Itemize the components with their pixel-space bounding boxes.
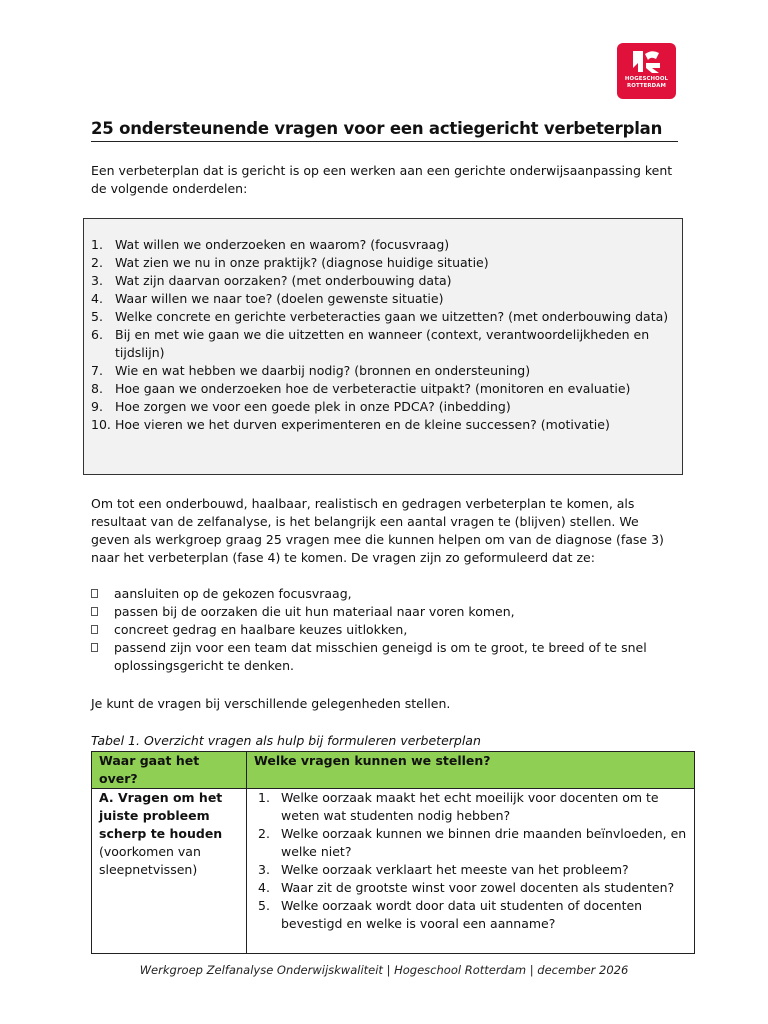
- question-item: [247, 897, 687, 933]
- list-number: 6.: [91, 327, 103, 342]
- list-text: passen bij de oorzaken die uit hun materiaal naar voren komen,: [114, 604, 515, 619]
- table-row: [92, 789, 695, 954]
- bullet-box-icon: [91, 607, 98, 616]
- logo-text-line1: HOGESCHOOL: [624, 76, 669, 82]
- list-text: passend zijn voor een team dat misschien geneigd is om te groot, te breed of te snel oplossingsgericht te denken.: [114, 640, 647, 673]
- category-cell: [92, 789, 247, 954]
- hr-emblem-icon: [630, 48, 663, 75]
- list-item: [91, 585, 681, 603]
- list-item: [84, 362, 682, 380]
- question-text: Waar zit de grootste winst voor zowel docenten als studenten?: [281, 880, 675, 895]
- questions-cell: [247, 789, 695, 954]
- list-item: [84, 380, 682, 398]
- list-text: Wat zijn daarvan oorzaken? (met onderbouwing data): [115, 273, 452, 288]
- list-number: 1.: [91, 237, 103, 252]
- document-title: 25 ondersteunende vragen voor een actiegericht verbeterplan: [91, 119, 678, 142]
- questions-table: [91, 751, 695, 954]
- list-text: Welke concrete en gerichte verbeteracties gaan we uitzetten? (met onderbouwing data): [115, 309, 669, 324]
- bullet-box-icon: [91, 625, 98, 634]
- criteria-list: [91, 585, 681, 675]
- category-subtitle: (voorkomen van sleepnetvissen): [99, 844, 201, 877]
- list-item: [91, 603, 681, 621]
- list-number: 4.: [91, 291, 103, 306]
- list-text: Bij en met wie gaan we die uitzetten en wanneer (context, verantwoordelijkheden en tijdslijn): [115, 327, 650, 360]
- list-item: [91, 639, 681, 675]
- occasions-note: Je kunt de vragen bij verschillende gelegenheden stellen.: [91, 696, 451, 711]
- table-header-row: [92, 752, 695, 789]
- questions-list: [247, 789, 687, 933]
- bullet-box-icon: [91, 589, 98, 598]
- list-text: Wat willen we onderzoeken en waarom? (focusvraag): [115, 237, 450, 252]
- list-text: Waar willen we naar toe? (doelen gewenste situatie): [115, 291, 444, 306]
- list-text: Hoe gaan we onderzoeken hoe de verbeteractie uitpakt? (monitoren en evaluatie): [115, 381, 631, 396]
- question-item: [247, 825, 687, 861]
- question-number: 2.: [258, 826, 270, 841]
- list-text: Hoe zorgen we voor een goede plek in onze PDCA? (inbedding): [115, 399, 511, 414]
- page-footer: Werkgroep Zelfanalyse Onderwijskwaliteit | Hogeschool Rotterdam | december 2026: [139, 963, 629, 977]
- header-topic: Waar gaat het over?: [92, 752, 247, 789]
- list-item: [91, 621, 681, 639]
- list-text: Hoe vieren we het durven experimenteren en de kleine successen? (motivatie): [115, 417, 610, 432]
- question-item: [247, 789, 687, 825]
- question-text: Welke oorzaak verklaart het meeste van het probleem?: [281, 862, 629, 877]
- list-item: [84, 326, 682, 362]
- list-text: Wat zien we nu in onze praktijk? (diagnose huidige situatie): [115, 255, 489, 270]
- logo-text-line2: ROTTERDAM: [627, 83, 666, 89]
- explanation-paragraph: Om tot een onderbouwd, haalbaar, realistisch en gedragen verbeterplan te komen, als resultaat van de zelfanalyse, is het belangrijk een aantal vragen te (blijven) stellen. We geven als werkgroep graag 25 vragen mee die kunnen helpen om van de diagnose (fase 3) naar het verbeterplan (fase 4) te komen. De vragen zijn zo geformuleerd dat ze:: [91, 496, 664, 565]
- list-text: concreet gedrag en haalbare keuzes uitlokken,: [114, 622, 408, 637]
- list-item: [84, 254, 682, 272]
- question-item: [247, 861, 687, 879]
- question-number: 3.: [258, 862, 270, 877]
- question-text: Welke oorzaak kunnen we binnen drie maanden beïnvloeden, en welke niet?: [281, 826, 687, 859]
- table-caption: Tabel 1. Overzicht vragen als hulp bij formuleren verbeterplan: [91, 733, 481, 748]
- list-number: 3.: [91, 273, 103, 288]
- list-text: aansluiten op de gekozen focusvraag,: [114, 586, 352, 601]
- list-text: Wie en wat hebben we daarbij nodig? (bronnen en ondersteuning): [115, 363, 531, 378]
- hogeschool-rotterdam-logo: [617, 43, 676, 99]
- header-questions: Welke vragen kunnen we stellen?: [247, 752, 695, 789]
- list-item: [84, 416, 682, 434]
- plan-components-box: [83, 218, 683, 475]
- list-item: [84, 236, 682, 254]
- question-number: 1.: [258, 790, 270, 805]
- plan-components-list: [84, 219, 682, 434]
- question-number: 4.: [258, 880, 270, 895]
- list-number: 8.: [91, 381, 103, 396]
- list-number: 5.: [91, 309, 103, 324]
- question-number: 5.: [258, 898, 270, 913]
- list-item: [84, 398, 682, 416]
- list-item: [84, 272, 682, 290]
- list-number: 2.: [91, 255, 103, 270]
- question-item: [247, 879, 687, 897]
- list-item: [84, 308, 682, 326]
- category-title: A. Vragen om het juiste probleem scherp te houden: [99, 790, 223, 841]
- question-text: Welke oorzaak wordt door data uit studenten of docenten bevestigd en welke is vooral een aanname?: [281, 898, 643, 931]
- table-body: [92, 789, 695, 954]
- list-number: 9.: [91, 399, 103, 414]
- intro-paragraph: Een verbeterplan dat is gericht is op een werken aan een gerichte onderwijsaanpassing kent de volgende onderdelen:: [91, 163, 673, 196]
- bullet-box-icon: [91, 643, 98, 652]
- list-number: 7.: [91, 363, 103, 378]
- question-text: Welke oorzaak maakt het echt moeilijk voor docenten om te weten wat studenten nodig hebben?: [281, 790, 659, 823]
- list-item: [84, 290, 682, 308]
- list-number: 10.: [91, 417, 111, 432]
